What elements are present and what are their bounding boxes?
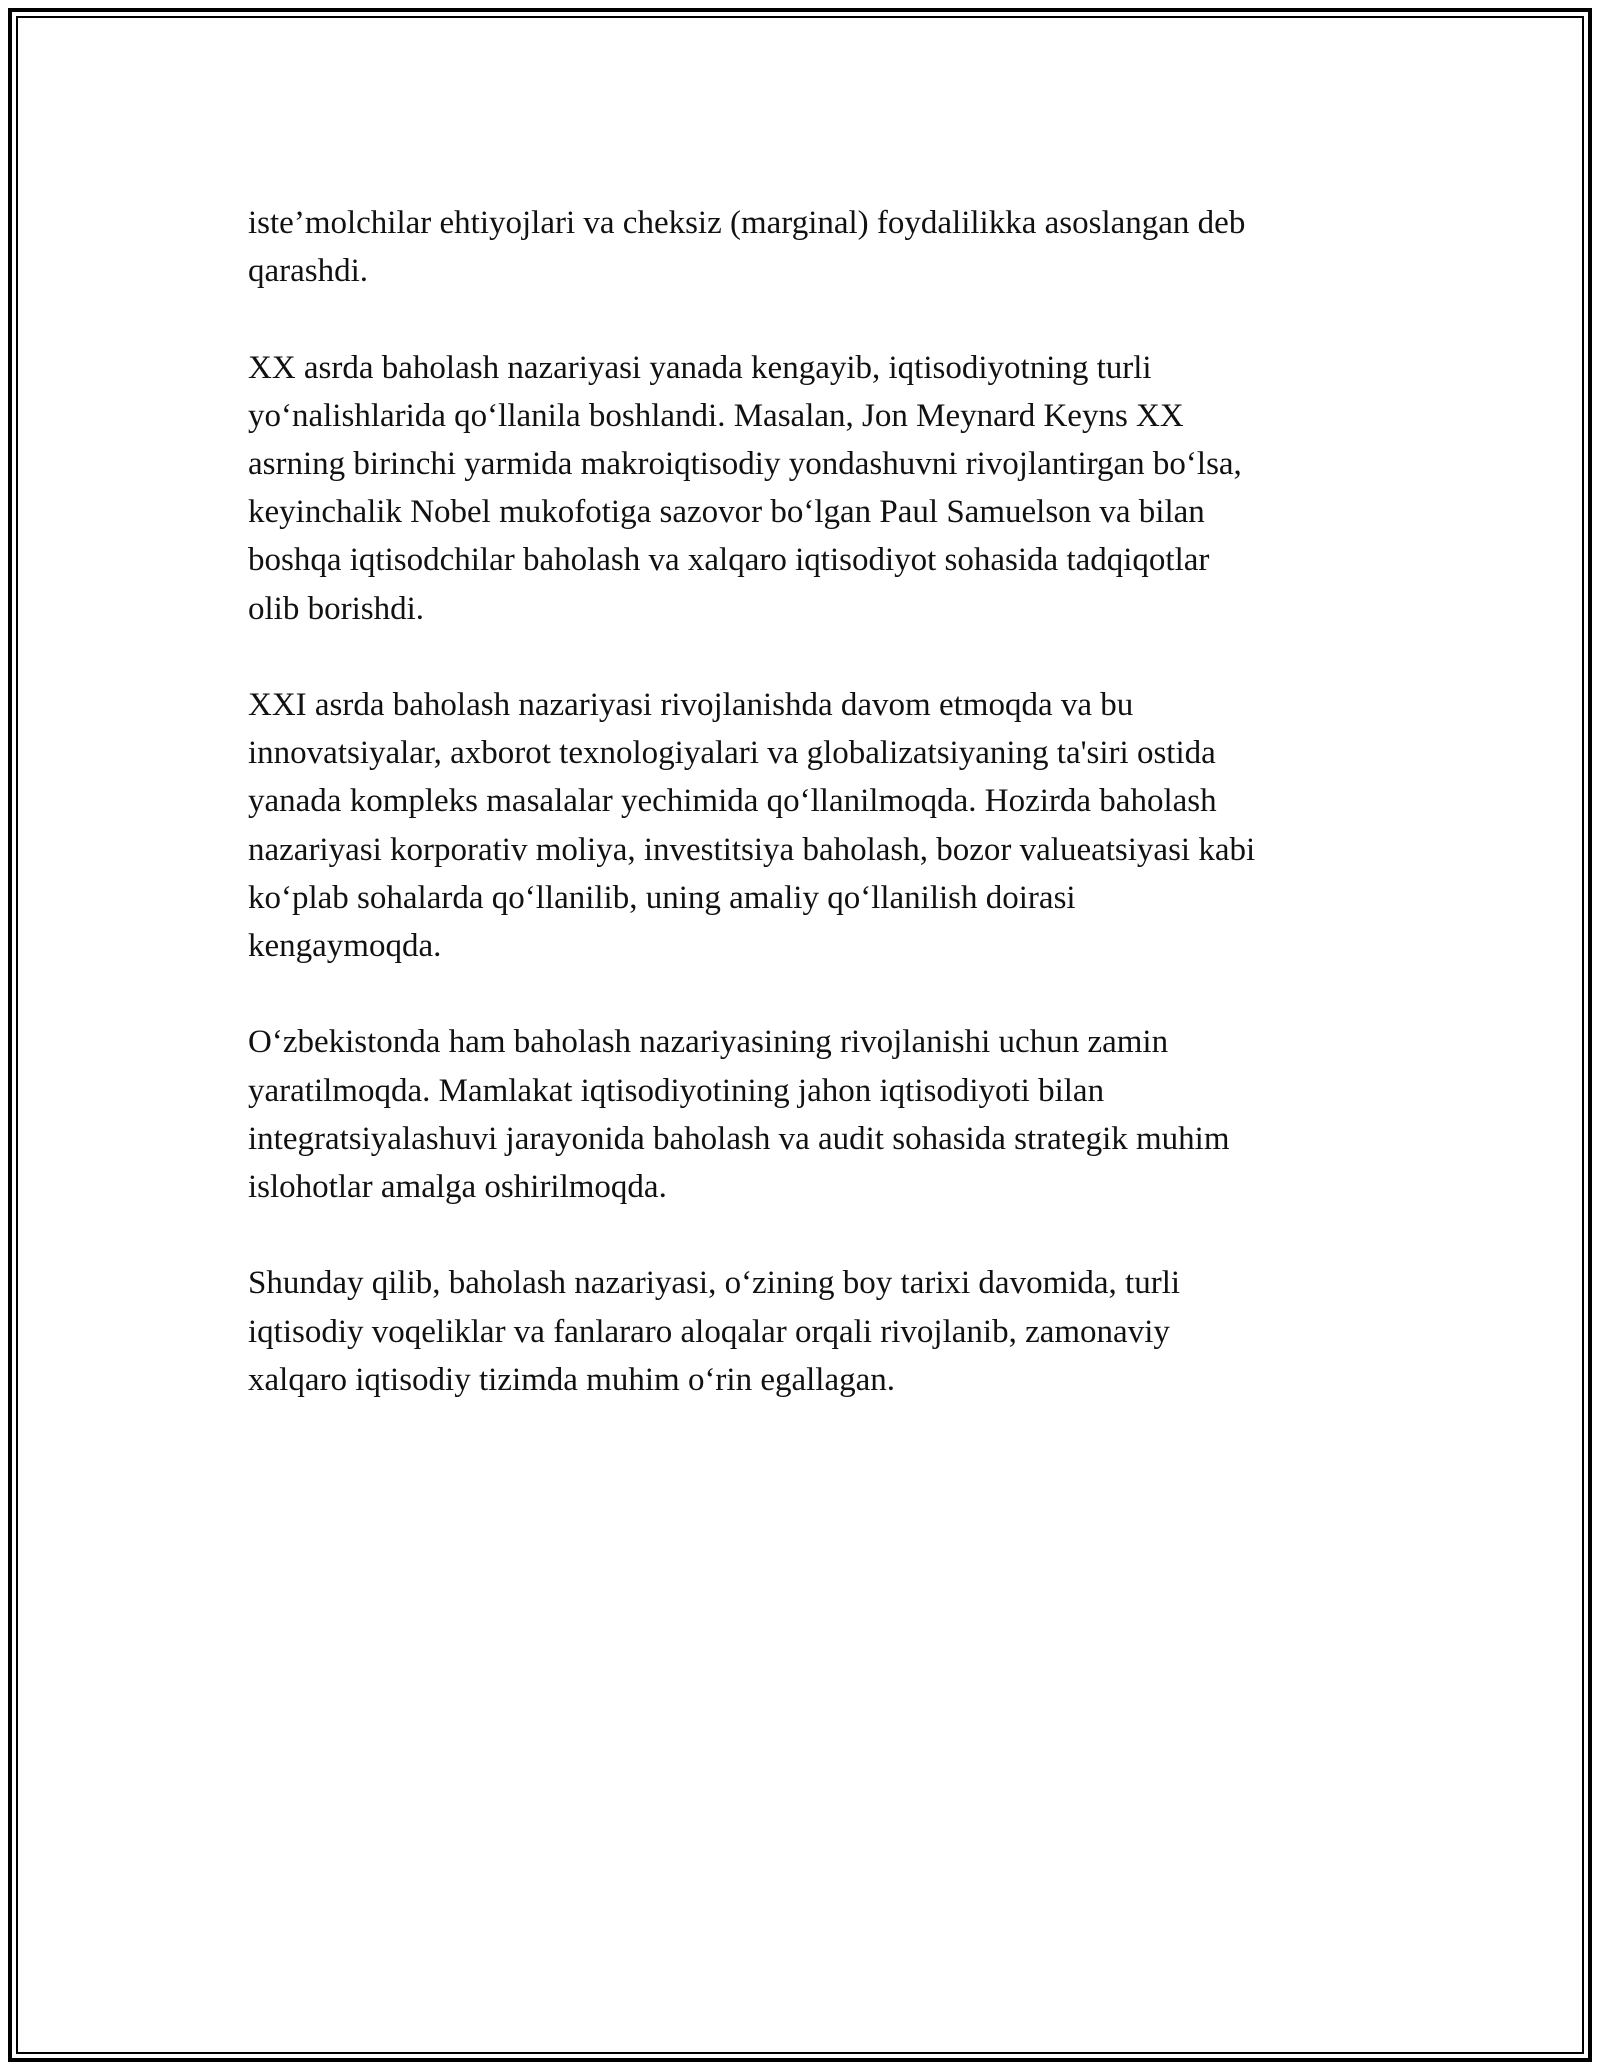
text-line: innovatsiyalar, axborot texnologiyalari va globalizatsiyaning ta'siri ostida xyxy=(248,735,1216,772)
text-line: islohotlar amalga oshirilmoqda. xyxy=(248,1169,667,1206)
text-line: yo‘nalishlarida qo‘llanila boshlandi. Masalan, Jon Meynard Keyns XX xyxy=(248,397,1184,434)
text-line: yaratilmoqda. Mamlakat iqtisodiyotining jahon iqtisodiyoti bilan xyxy=(248,1072,1105,1109)
text-line: kengaymoqda. xyxy=(248,928,442,965)
text-line: keyinchalik Nobel mukofotiga sazovor bo‘lgan Paul Samuelson va bilan xyxy=(248,494,1205,531)
page-border xyxy=(8,8,1592,2062)
text-line: yanada kompleks masalalar yechimida qo‘llanilmoqda. Hozirda baholash xyxy=(248,783,1217,820)
text-line: boshqa iqtisodchilar baholash va xalqaro iqtisodiyot sohasida tadqiqotlar xyxy=(248,542,1210,579)
text-line: Shunday qilib, baholash nazariyasi, o‘zining boy tarixi davomida, turli xyxy=(248,1265,1181,1302)
paragraph xyxy=(248,199,1378,295)
text-line: O‘zbekistonda ham baholash nazariyasining rivojlanishi uchun zamin xyxy=(248,1024,1169,1061)
text-line: XX asrda baholash nazariyasi yanada kengayib, iqtisodiyotning turli xyxy=(248,349,1152,386)
paragraph xyxy=(248,681,1378,970)
paragraph xyxy=(248,344,1378,633)
text-line: nazariyasi korporativ moliya, investitsiya baholash, bozor valueatsiyasi kabi xyxy=(248,831,1256,868)
paragraph xyxy=(248,1018,1378,1211)
text-line: integratsiyalashuvi jarayonida baholash va audit sohasida strategik muhim xyxy=(248,1120,1230,1157)
paragraph xyxy=(248,1259,1378,1404)
text-line: ko‘plab sohalarda qo‘llanilib, uning amaliy qo‘llanilish doirasi xyxy=(248,879,1076,916)
text-line: qarashdi. xyxy=(248,253,369,290)
text-line: XXI asrda baholash nazariyasi rivojlanishda davom etmoqda va bu xyxy=(248,687,1134,723)
text-line: olib borishdi. xyxy=(248,590,425,627)
document-body xyxy=(248,199,1378,1452)
text-line: xalqaro iqtisodiy tizimda muhim o‘rin egallagan. xyxy=(248,1361,896,1398)
text-line: iste’molchilar ehtiyojlari va cheksiz (marginal) foydalilikka asoslangan deb xyxy=(248,205,1246,241)
text-line: iqtisodiy voqeliklar va fanlararo aloqalar orqali rivojlanib, zamonaviy xyxy=(248,1313,1170,1350)
text-line: asrning birinchi yarmida makroiqtisodiy yondashuvni rivojlantirgan bo‘lsa, xyxy=(248,446,1242,482)
